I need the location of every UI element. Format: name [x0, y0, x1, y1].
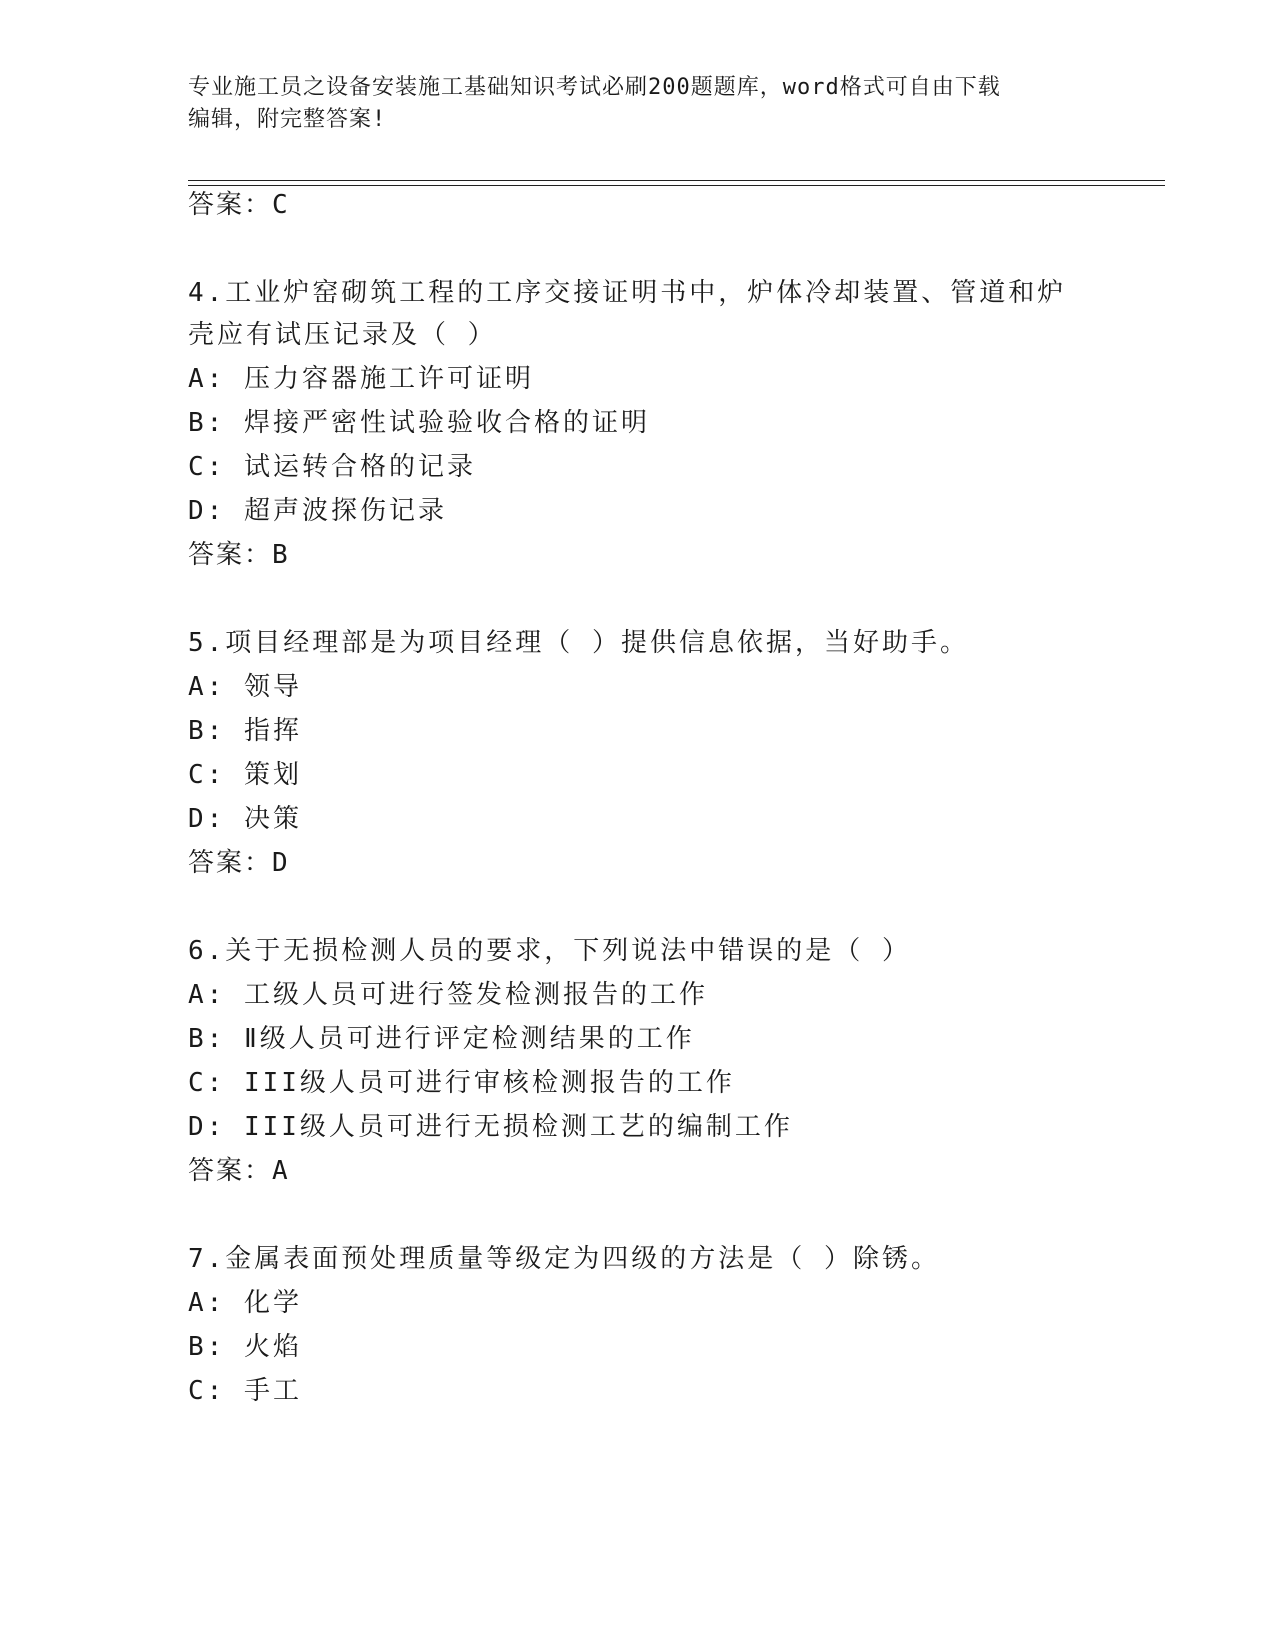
answer-line-q5 [188, 846, 289, 880]
question-stem-q4-line-1: 4.工业炉窑砌筑工程的工序交接证明书中，炉体冷却装置、管道和炉 [188, 278, 1067, 308]
answer-value: D [272, 848, 289, 878]
header-divider-bottom [188, 185, 1165, 186]
option-q5-c: C: 策划 [188, 760, 302, 790]
header-divider-top [188, 180, 1165, 181]
option-q5-d: D: 决策 [188, 804, 302, 834]
option-q4-d: D: 超声波探伤记录 [188, 496, 447, 526]
header-title-line-2: 编辑，附完整答案! [188, 107, 387, 132]
answer-value: A [272, 1156, 289, 1186]
option-q4-b: B: 焊接严密性试验验收合格的证明 [188, 408, 650, 438]
header-title-line-1: 专业施工员之设备安装施工基础知识考试必刷200题题库，word格式可自由下载 [188, 75, 1001, 100]
option-q5-b: B: 指挥 [188, 716, 302, 746]
answer-label: 答案： [188, 848, 273, 878]
option-q6-c: C: III级人员可进行审核检测报告的工作 [188, 1068, 735, 1098]
question-stem-q7: 7.金属表面预处理质量等级定为四级的方法是（ ）除锈。 [188, 1244, 940, 1274]
answer-label: 答案： [188, 190, 273, 220]
answer-value: C [272, 190, 289, 220]
option-q7-b: B: 火焰 [188, 1332, 302, 1362]
question-stem-q4-line-2: 壳应有试压记录及（ ） [188, 320, 497, 350]
option-q6-d: D: III级人员可进行无损检测工艺的编制工作 [188, 1112, 793, 1142]
document-header [188, 72, 1088, 136]
option-q6-b: B: Ⅱ级人员可进行评定检测结果的工作 [188, 1024, 695, 1054]
answer-line-q4 [188, 538, 289, 572]
question-stem-q6: 6.关于无损检测人员的要求，下列说法中错误的是（ ） [188, 936, 911, 966]
option-q7-a: A: 化学 [188, 1288, 302, 1318]
question-stem-q5: 5.项目经理部是为项目经理（ ）提供信息依据，当好助手。 [188, 628, 969, 658]
option-q5-a: A: 领导 [188, 672, 302, 702]
answer-line-q6 [188, 1154, 289, 1188]
option-q4-c: C: 试运转合格的记录 [188, 452, 476, 482]
answer-label: 答案： [188, 540, 273, 570]
answer-line-q3 [188, 188, 289, 222]
answer-label: 答案： [188, 1156, 273, 1186]
option-q6-a: A: 工级人员可进行签发检测报告的工作 [188, 980, 708, 1010]
option-q4-a: A: 压力容器施工许可证明 [188, 364, 534, 394]
option-q7-c: C: 手工 [188, 1376, 302, 1406]
answer-value: B [272, 540, 289, 570]
